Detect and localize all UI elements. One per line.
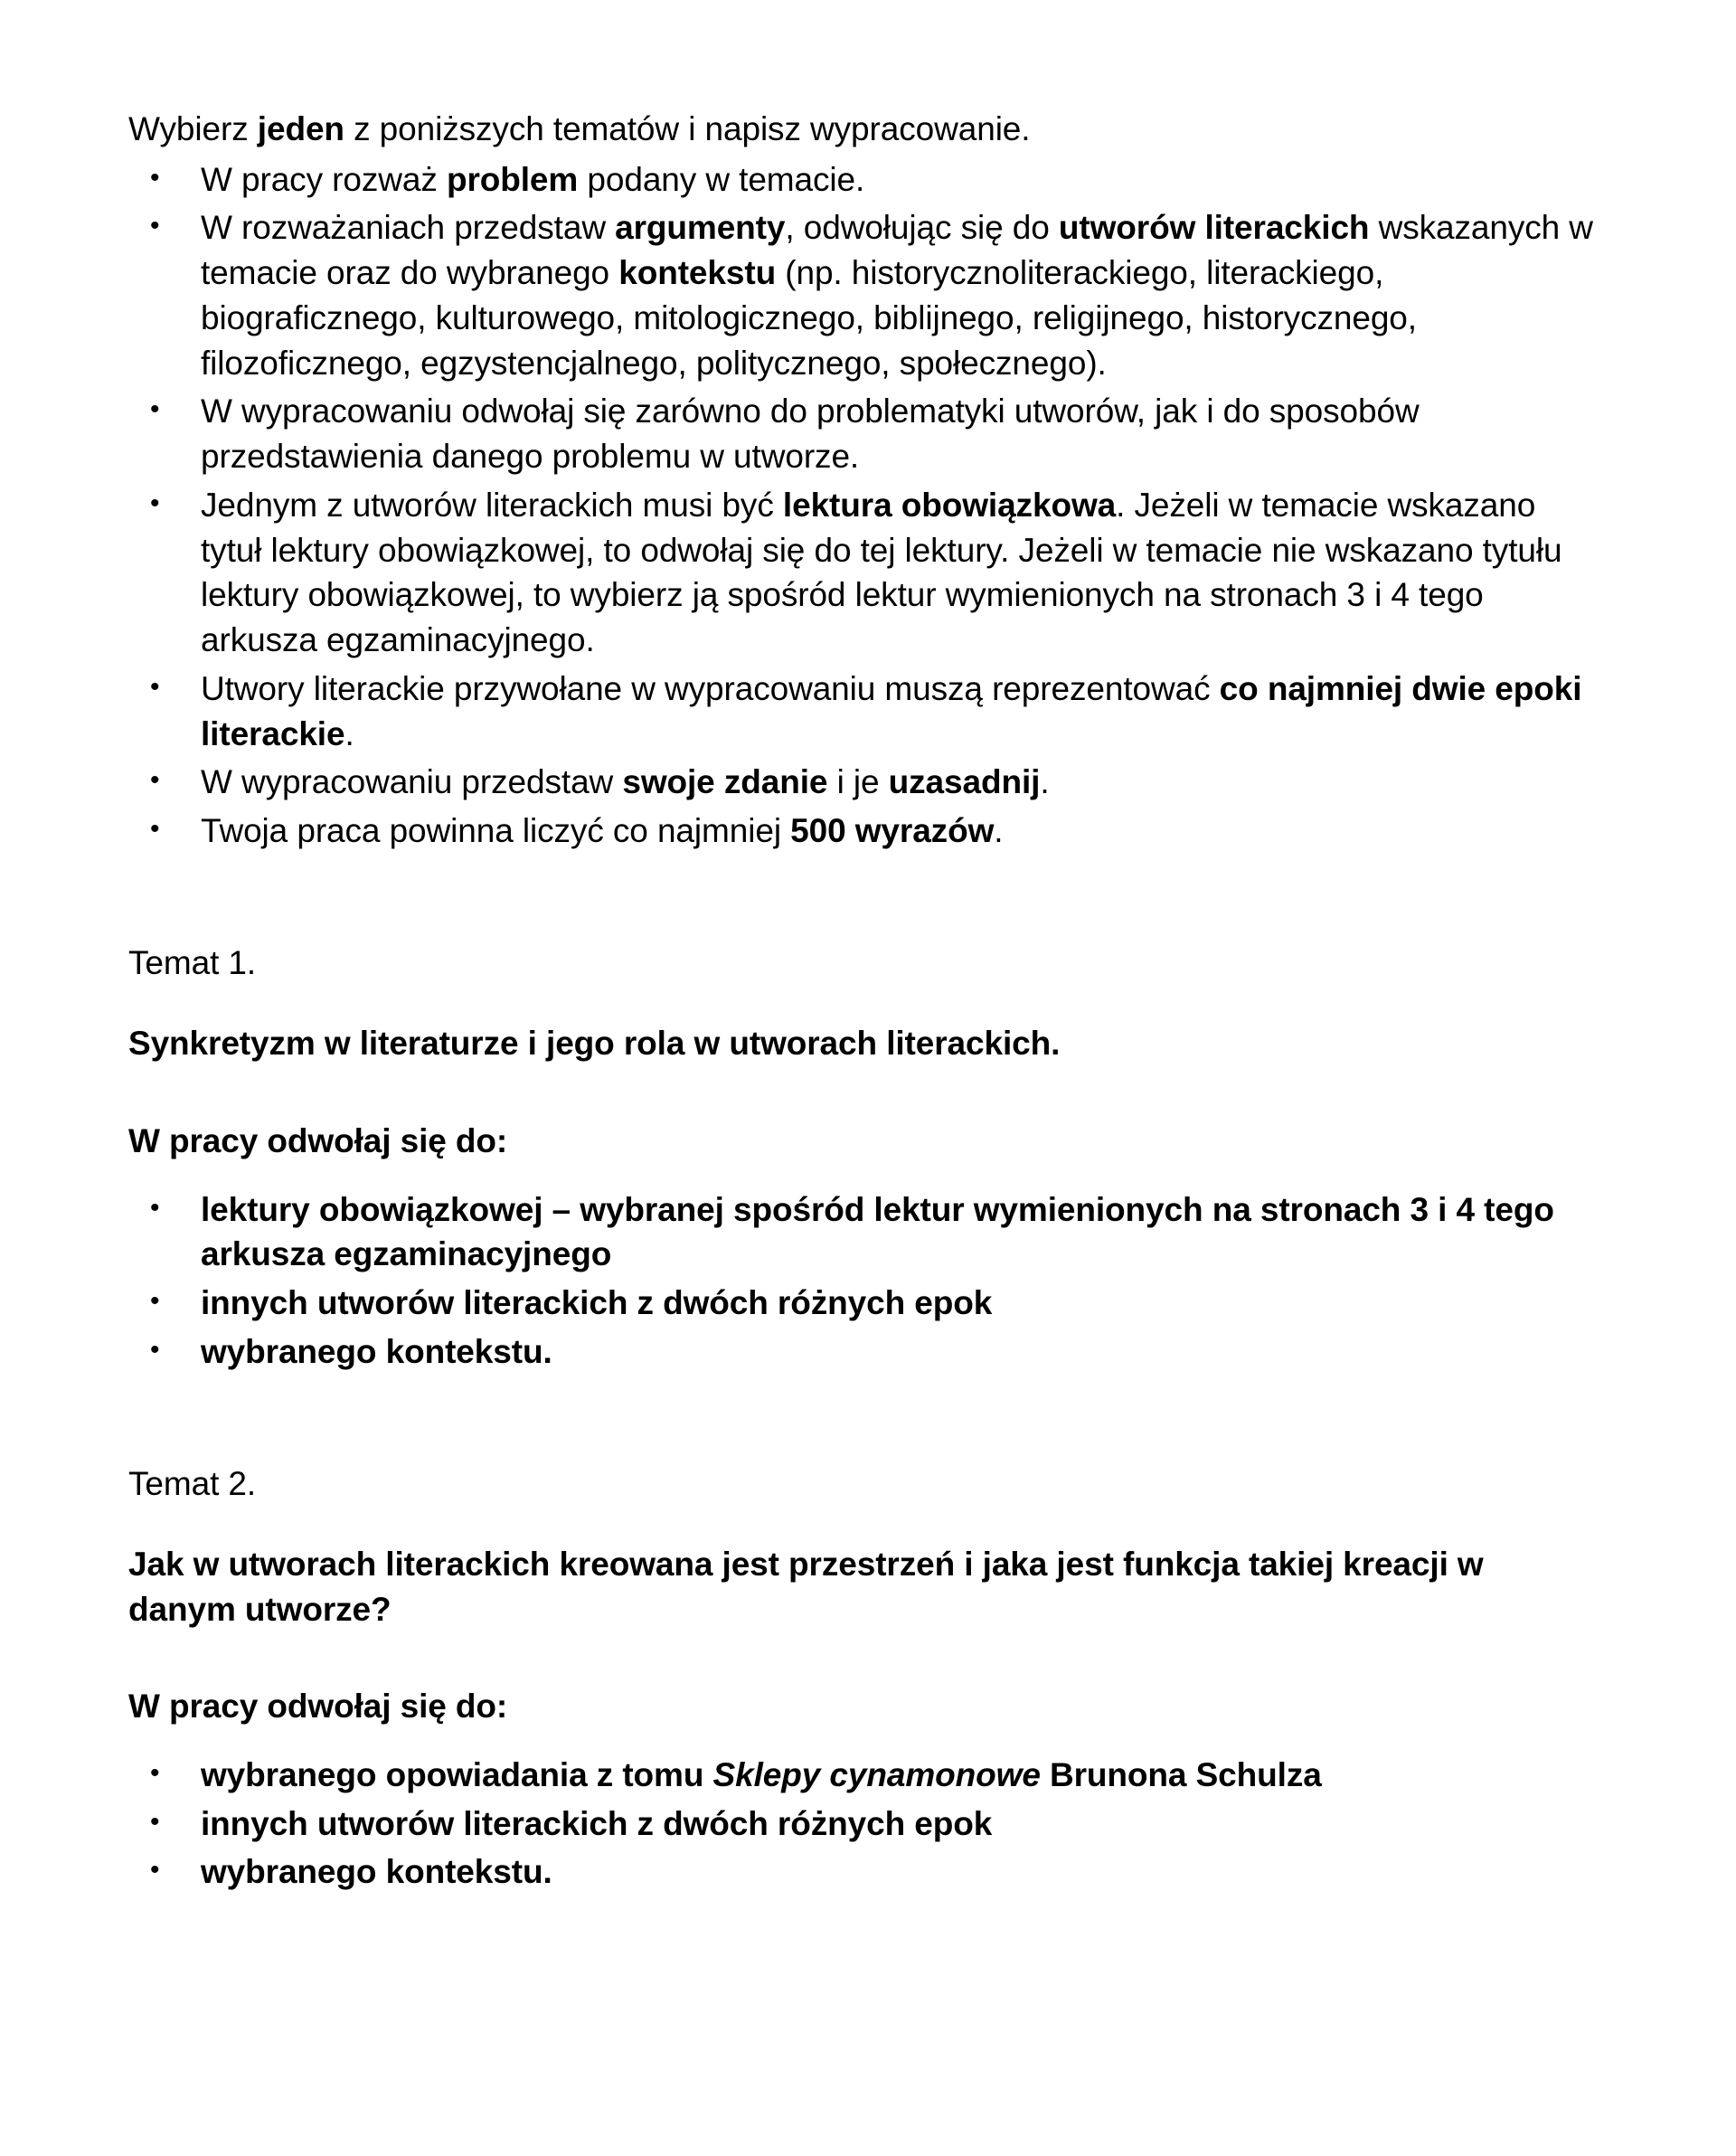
text-bold: lektura obowiązkowa	[782, 486, 1117, 524]
instruction-item	[128, 157, 1595, 203]
text-bold: 500 wyrazów	[790, 812, 995, 850]
text-normal: W wypracowaniu przedstaw	[201, 763, 623, 801]
text-bold: kontekstu	[618, 254, 777, 292]
instruction-item	[128, 389, 1595, 479]
text-bold: uzasadnij	[888, 763, 1041, 801]
gap	[128, 1631, 1595, 1684]
topic-reference-item	[128, 1187, 1595, 1278]
topic-label: Temat 1.	[128, 943, 257, 981]
text-normal: podany w temacie.	[578, 160, 865, 198]
text-normal: Utwory literackie przywołane w wypracowaniu muszą reprezentować	[201, 669, 1220, 707]
text-normal: .	[344, 714, 354, 752]
gap	[128, 1506, 1595, 1542]
gap	[128, 1164, 1595, 1187]
instruction-item	[128, 808, 1595, 854]
text-normal: , odwołując się do	[785, 209, 1059, 247]
intro-bold-word: jeden	[257, 110, 344, 147]
text-normal: .	[1040, 763, 1050, 801]
text-normal: W rozważaniach przedstaw	[201, 209, 616, 247]
gap	[128, 1729, 1595, 1753]
document-body	[128, 107, 1595, 1895]
text-bold: wybranego kontekstu.	[201, 1332, 552, 1370]
text-bold: Brunona Schulza	[1040, 1755, 1322, 1793]
refer-heading: W pracy odwołaj się do:	[128, 1121, 508, 1159]
intro-prefix: Wybierz	[128, 110, 258, 147]
topic-block	[128, 941, 1595, 1461]
refer-heading: W pracy odwołaj się do:	[128, 1688, 508, 1726]
text-bold: co najmniej dwie epoki literackie	[201, 669, 1582, 752]
intro-paragraph	[128, 107, 1595, 152]
text-bold: problem	[446, 160, 579, 198]
topic-reference-item	[128, 1849, 1595, 1895]
topic-title: Synkretyzm w literaturze i jego rola w utworach literackich.	[128, 1025, 1061, 1063]
text-normal: .	[994, 812, 1004, 850]
intro-suffix: z poniższych tematów i napisz wypracowanie.	[344, 110, 1031, 147]
text-normal: W pracy rozważ	[201, 160, 447, 198]
gap	[128, 1066, 1595, 1119]
text-normal: Twoja praca powinna liczyć co najmniej	[201, 812, 791, 850]
text-bold: utworów literackich	[1058, 209, 1370, 247]
text-bold: innych utworów literackich z dwóch różnych epok	[201, 1804, 993, 1842]
text-bold: argumenty	[615, 209, 786, 247]
text-bold: lektury obowiązkowej – wybranej spośród lektur wymienionych na stronach 3 i 4 tego arkusza egzaminacyjnego	[201, 1190, 1554, 1273]
topic-reference-item	[128, 1329, 1595, 1375]
text-bold: swoje zdanie	[622, 763, 828, 801]
text-normal: i je	[827, 763, 889, 801]
topic-reference-item	[128, 1753, 1595, 1798]
text-normal: (np. historycznoliterackiego, literackiego, biograficznego, kulturowego, mitologicznego, biblijnego, religijnego, historycznego, filozoficznego, egzystencjalnego, politycznego, społecznego).	[201, 254, 1417, 382]
topic-reference-item	[128, 1281, 1595, 1326]
section-gap	[128, 857, 1595, 941]
topics-container	[128, 941, 1595, 1895]
text-bold	[713, 1756, 1041, 1793]
topic-block	[128, 1461, 1595, 1896]
instruction-list	[128, 157, 1595, 854]
text-bold: wybranego kontekstu.	[201, 1853, 552, 1891]
instruction-item	[128, 760, 1595, 805]
topic-reference-item	[128, 1801, 1595, 1847]
topic-reference-list	[128, 1753, 1595, 1895]
text-normal: Jednym z utworów literackich musi być	[201, 486, 783, 524]
text-bold: innych utworów literackich z dwóch różnych epok	[201, 1284, 993, 1322]
gap	[128, 985, 1595, 1021]
topic-title: Jak w utworach literackich kreowana jest przestrzeń i jaka jest funkcja takiej kreacji w danym utworze?	[128, 1546, 1484, 1628]
topic-gap	[128, 1378, 1595, 1461]
topic-label: Temat 2.	[128, 1464, 257, 1502]
text-italic: Sklepy cynamonowe	[712, 1755, 1041, 1793]
instruction-item	[128, 667, 1595, 757]
topic-reference-list	[128, 1187, 1595, 1375]
instruction-item	[128, 483, 1595, 663]
text-bold: wybranego opowiadania z tomu	[201, 1755, 713, 1793]
instruction-item	[128, 205, 1595, 385]
text-normal: . Jeżeli w temacie wskazano tytuł lektury obowiązkowej, to odwołaj się do tej lektury. Jeżeli w temacie nie wskazano tytułu lektury obowiązkowej, to wybierz ją spośród lektur wymienionych na stronach 3 i 4 tego arkusza egzaminacyjnego.	[201, 486, 1562, 659]
text-normal: wskazanych w temacie oraz do wybranego	[201, 209, 1593, 292]
text-normal: W wypracowaniu odwołaj się zarówno do problematyki utworów, jak i do sposobów przedstawienia danego problemu w utworze.	[201, 392, 1420, 476]
